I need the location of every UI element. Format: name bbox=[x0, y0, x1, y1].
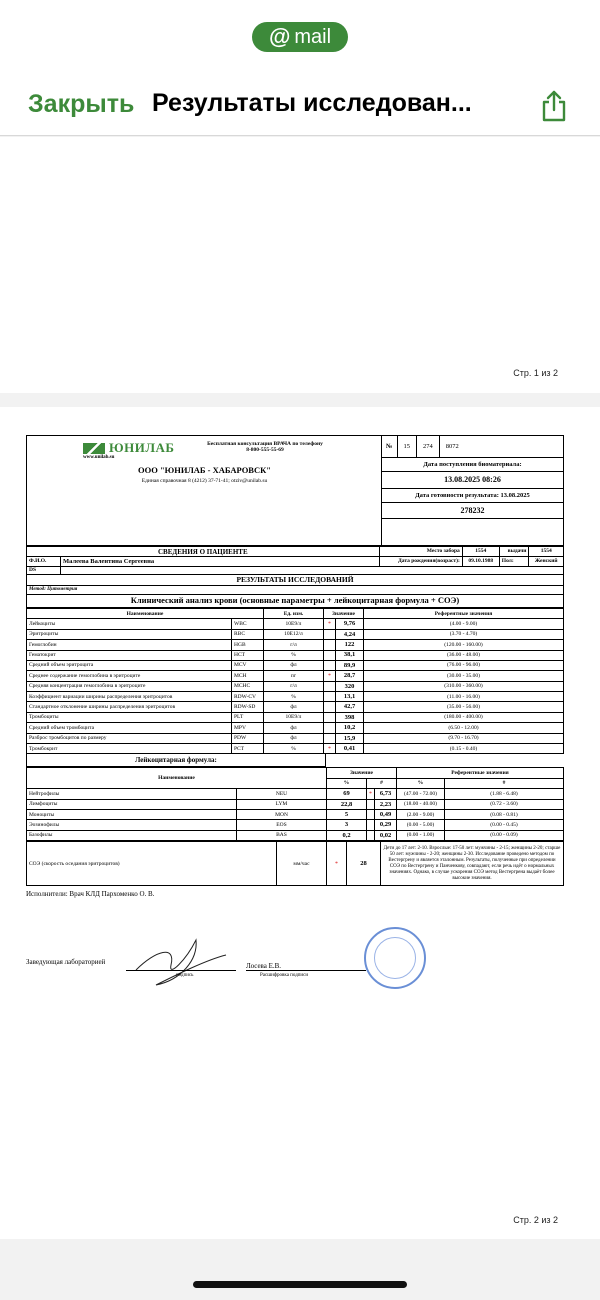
ready-date: Дата готовности результата: 13.08.2025 bbox=[382, 489, 563, 503]
cba-value: 9,76 bbox=[336, 619, 364, 629]
executor: Исполнители: Врач КЛД Пархоменко О. В. bbox=[26, 890, 155, 899]
lf-row bbox=[27, 789, 564, 799]
cba-ref: (35.00 - 56.00) bbox=[364, 702, 564, 712]
lf-header-abs: # bbox=[367, 778, 397, 788]
cba-code: HCT bbox=[232, 650, 264, 660]
cba-name: Средняя концентрация гемоглобина в эритроците bbox=[27, 681, 232, 691]
lf-ref-abs: (0.00 - 0.45) bbox=[445, 820, 564, 830]
cba-code: MCH bbox=[232, 671, 264, 681]
cba-flag: * bbox=[328, 745, 331, 752]
cba-unit: г/л bbox=[264, 681, 324, 691]
cba-unit: % bbox=[264, 692, 324, 702]
cba-ref: (30.00 - 35.00) bbox=[364, 671, 564, 681]
cba-value: 42,7 bbox=[336, 702, 364, 712]
cba-code: RDW-CV bbox=[232, 692, 264, 702]
order-number-label: № bbox=[386, 442, 393, 450]
cba-name: Средний объем тромбоцита bbox=[27, 723, 232, 733]
order-number-b: 274 bbox=[416, 436, 439, 457]
cba-row bbox=[27, 723, 564, 733]
cba-ref: (6.50 - 12.00) bbox=[364, 723, 564, 733]
place-label: Место забора bbox=[379, 547, 462, 557]
cba-code: MCHC bbox=[232, 681, 264, 691]
lf-ref-abs: (0.72 - 3.60) bbox=[445, 799, 564, 809]
lf-ref-abs: (1.88 - 6.48) bbox=[445, 789, 564, 799]
lf-header-pct: % bbox=[327, 778, 367, 788]
cba-row bbox=[27, 660, 564, 670]
cba-ref: (310.00 - 360.00) bbox=[364, 681, 564, 691]
order-info bbox=[382, 436, 563, 545]
cba-value: 320 bbox=[336, 681, 364, 691]
place-value: 1554 bbox=[462, 547, 499, 557]
cba-code: PDW bbox=[232, 733, 264, 743]
cba-code: RBC bbox=[232, 629, 264, 639]
leuko-title: Лейкоцитарная формула: bbox=[26, 754, 326, 767]
order-number-c: 8072 bbox=[439, 436, 465, 457]
lf-abs: 0,49 bbox=[375, 810, 397, 820]
cba-value: 0,41 bbox=[336, 744, 364, 754]
cba-value: 13,1 bbox=[336, 692, 364, 702]
lf-header-ref: Референтные значения bbox=[397, 768, 564, 778]
lf-header-value: Значение bbox=[327, 768, 397, 778]
order-code: 278232 bbox=[382, 503, 563, 519]
hotline: Бесплатная консультация ВРАЧА по телефону 8-800-555-55-69 bbox=[207, 441, 323, 454]
cba-name: Коэффициент вариации ширины распределения эритроцитов bbox=[27, 692, 232, 702]
order-number-row bbox=[382, 436, 563, 458]
lf-name: Моноциты bbox=[27, 810, 237, 820]
cba-unit: фл bbox=[264, 723, 324, 733]
patient-name: Малеева Валентина Сергеевна bbox=[61, 557, 380, 566]
fio-label: Ф.И.О. bbox=[27, 557, 61, 566]
cba-row bbox=[27, 702, 564, 712]
cba-header-ref: Референтные значения bbox=[364, 608, 564, 618]
stamp-seal bbox=[364, 927, 426, 989]
org-name: ООО "ЮНИЛАБ - ХАБАРОВСК" bbox=[137, 465, 271, 475]
lf-pct: 22,8 bbox=[327, 799, 367, 809]
cba-unit: фл bbox=[264, 702, 324, 712]
lf-pct: 0,2 bbox=[327, 830, 367, 840]
cba-code: PCT bbox=[232, 744, 264, 754]
issue-value: 1554 bbox=[529, 547, 564, 557]
cba-name: Среднее содержание гемоглобина в эритроците bbox=[27, 671, 232, 681]
soe-note: Дети до 17 лет: 2-10. Взрослые: 17-50 лет: мужчины - 2-15; женщины 2-20; старше 50 лет: мужчины - 2-20; женщины 2-30. Исследование проведено методом по Вестергрену и является эталонным. Результаты, полученные при определении СОЭ по Вестергрену и Панченкову, совпадают, если речь идёт о нормальных значениях. Однако, в случае ускорения СОЭ метод Вестергрена выдаёт более высокие значения. bbox=[381, 842, 564, 886]
lab-report bbox=[26, 435, 564, 1002]
lf-code: BAS bbox=[237, 830, 327, 840]
cba-row bbox=[27, 712, 564, 722]
lab-info bbox=[27, 436, 382, 545]
cba-row bbox=[27, 692, 564, 702]
cba-code: RDW-SD bbox=[232, 702, 264, 712]
issue-label: выдачи bbox=[499, 547, 529, 557]
received-date: 13.08.2025 08:26 bbox=[382, 472, 563, 488]
patient-table bbox=[26, 546, 564, 575]
cba-value: 28,7 bbox=[336, 671, 364, 681]
cba-value: 122 bbox=[336, 640, 364, 650]
lf-code: EOS bbox=[237, 820, 327, 830]
lf-code: MON bbox=[237, 810, 327, 820]
leuko-table bbox=[26, 767, 564, 841]
cba-row bbox=[27, 671, 564, 681]
soe-value: 28 bbox=[347, 842, 381, 886]
cba-name: Лейкоциты bbox=[27, 619, 232, 629]
lf-abs: 6,73 bbox=[375, 789, 397, 799]
cba-ref: (120.00 - 160.00) bbox=[364, 640, 564, 650]
lf-header-ref-abs: # bbox=[445, 778, 564, 788]
cba-ref: (76.00 - 96.00) bbox=[364, 660, 564, 670]
cba-name: Тромбоциты bbox=[27, 712, 232, 722]
cba-header-value: Значение bbox=[324, 608, 364, 618]
lf-code: LYM bbox=[237, 799, 327, 809]
cba-header-name: Наименование bbox=[27, 608, 264, 618]
share-icon[interactable] bbox=[540, 90, 568, 122]
method: Метод: Цитометрия bbox=[26, 586, 564, 595]
lf-name: Нейтрофилы bbox=[27, 789, 237, 799]
lf-abs: 2,23 bbox=[375, 799, 397, 809]
soe-unit: мм/час bbox=[277, 842, 327, 886]
cba-row bbox=[27, 681, 564, 691]
sex-label: Пол: bbox=[499, 557, 529, 566]
patient-header: СВЕДЕНИЯ О ПАЦИЕНТЕ bbox=[27, 547, 380, 557]
cba-code: MCV bbox=[232, 660, 264, 670]
cba-unit: г/л bbox=[264, 640, 324, 650]
logo-text: ЮНИЛАБ bbox=[109, 440, 175, 455]
dob-label: Дата рождения(возраст): bbox=[379, 557, 462, 566]
sign-label: подпись bbox=[176, 973, 194, 979]
cba-unit: 10E9/л bbox=[264, 619, 324, 629]
cba-row bbox=[27, 619, 564, 629]
signature-block bbox=[26, 912, 564, 1002]
cba-name: Разброс тромбоцитов по размеру bbox=[27, 733, 232, 743]
cba-unit: 10E9/л bbox=[264, 712, 324, 722]
document-page-1 bbox=[0, 137, 600, 393]
close-button[interactable]: Закрыть bbox=[28, 90, 135, 118]
cba-ref: (9.70 - 16.70) bbox=[364, 733, 564, 743]
mail-badge-label: mail bbox=[294, 25, 332, 48]
lab-site: www.unilab.su bbox=[83, 455, 115, 460]
lf-ref-pct: (0.00 - 5.00) bbox=[397, 820, 445, 830]
lf-header-ref-pct: % bbox=[397, 778, 445, 788]
cba-unit: пг bbox=[264, 671, 324, 681]
lf-ref-abs: (0.08 - 0.81) bbox=[445, 810, 564, 820]
lf-code: NEU bbox=[237, 789, 327, 799]
cba-ref: (36.00 - 48.00) bbox=[364, 650, 564, 660]
cba-code: PLT bbox=[232, 712, 264, 722]
cba-ref: (180.00 - 400.00) bbox=[364, 712, 564, 722]
dob-value: 09.10.1988 bbox=[462, 557, 499, 566]
soe-name: СОЭ (скорость оседания эритроцитов) bbox=[27, 842, 277, 886]
cba-code: WBC bbox=[232, 619, 264, 629]
org-info: Единая справочная 8 (4212) 37-71-41; otziv@unilab.su bbox=[141, 478, 268, 484]
signature-mark bbox=[126, 930, 236, 990]
cba-row bbox=[27, 629, 564, 639]
document-page-2 bbox=[0, 407, 600, 1239]
cba-table bbox=[26, 608, 564, 754]
cba-value: 89,9 bbox=[336, 660, 364, 670]
lf-row bbox=[27, 799, 564, 809]
cba-unit: 10E12/л bbox=[264, 629, 324, 639]
cba-unit: % bbox=[264, 744, 324, 754]
cba-value: 4,24 bbox=[336, 629, 364, 639]
top-bar bbox=[0, 0, 600, 136]
cba-ref: (0.15 - 0.40) bbox=[364, 744, 564, 754]
cba-unit: % bbox=[264, 650, 324, 660]
leaf-icon bbox=[83, 443, 105, 454]
lf-ref-pct: (18.00 - 40.00) bbox=[397, 799, 445, 809]
lf-row bbox=[27, 820, 564, 830]
cba-name: Гематокрит bbox=[27, 650, 232, 660]
cba-unit: фл bbox=[264, 660, 324, 670]
cba-name: Стандартное отклонение ширины распределения эритроцитов bbox=[27, 702, 232, 712]
lf-pct: 3 bbox=[327, 820, 367, 830]
lf-ref-pct: (0.00 - 1.00) bbox=[397, 830, 445, 840]
lf-row bbox=[27, 830, 564, 840]
cba-name: Эритроциты bbox=[27, 629, 232, 639]
cba-unit: фл bbox=[264, 733, 324, 743]
cba-ref: (4.00 - 9.00) bbox=[364, 619, 564, 629]
lf-row bbox=[27, 810, 564, 820]
head-label: Заведующая лабораторией bbox=[26, 958, 106, 967]
lf-name: Базофилы bbox=[27, 830, 237, 840]
cba-value: 398 bbox=[336, 712, 364, 722]
lab-logo bbox=[83, 441, 175, 456]
page-number-2: Стр. 2 из 2 bbox=[513, 1215, 558, 1225]
received-label: Дата поступления биоматериала: bbox=[382, 458, 563, 472]
cba-row bbox=[27, 650, 564, 660]
results-title: РЕЗУЛЬТАТЫ ИССЛЕДОВАНИЙ bbox=[26, 575, 564, 587]
lf-abs: 0,29 bbox=[375, 820, 397, 830]
cba-row bbox=[27, 640, 564, 650]
lf-pct: 5 bbox=[327, 810, 367, 820]
sex-value: Женский bbox=[529, 557, 564, 566]
order-number-a: 15 bbox=[397, 436, 417, 457]
lf-abs: 0,02 bbox=[375, 830, 397, 840]
head-name: Лосева Е.В. bbox=[246, 962, 282, 971]
mail-badge bbox=[252, 22, 348, 52]
cba-code: HGB bbox=[232, 640, 264, 650]
cba-ref: (3.70 - 4.70) bbox=[364, 629, 564, 639]
at-icon: @ bbox=[268, 24, 291, 49]
soe-flag: * bbox=[335, 860, 338, 867]
cba-ref: (11.00 - 16.00) bbox=[364, 692, 564, 702]
cba-row bbox=[27, 744, 564, 754]
cba-row bbox=[27, 733, 564, 743]
document-title: Результаты исследован... bbox=[152, 89, 472, 117]
lf-ref-pct: (2.00 - 9.00) bbox=[397, 810, 445, 820]
page-number-1: Стр. 1 из 2 bbox=[513, 368, 558, 378]
lf-header-name: Наименование bbox=[27, 768, 327, 789]
cba-flag: * bbox=[328, 672, 331, 679]
cba-code: MPV bbox=[232, 723, 264, 733]
ds-label: DS bbox=[27, 566, 61, 574]
report-header bbox=[26, 435, 564, 546]
cba-value: 10,2 bbox=[336, 723, 364, 733]
cba-value: 15,9 bbox=[336, 733, 364, 743]
decode-label: Расшифровка подписи bbox=[260, 973, 308, 979]
lf-pct: 69 bbox=[327, 789, 367, 799]
cba-header-unit: Ед. изм. bbox=[264, 608, 324, 618]
cba-name: Средний объем эритроцита bbox=[27, 660, 232, 670]
home-indicator[interactable] bbox=[193, 1281, 407, 1288]
cba-name: Тромбокрит bbox=[27, 744, 232, 754]
lf-name: Эозинофилы bbox=[27, 820, 237, 830]
soe-table bbox=[26, 841, 564, 886]
lf-name: Лимфоциты bbox=[27, 799, 237, 809]
cba-value: 38,1 bbox=[336, 650, 364, 660]
lf-ref-abs: (0.00 - 0.09) bbox=[445, 830, 564, 840]
cba-flag: * bbox=[328, 620, 331, 627]
lf-flag: * bbox=[369, 790, 372, 797]
cba-name: Гемоглобин bbox=[27, 640, 232, 650]
cba-title: Клинический анализ крови (основные параметры + лейкоцитарная формула + СОЭ) bbox=[26, 595, 564, 608]
lf-ref-pct: (47.00 - 72.00) bbox=[397, 789, 445, 799]
